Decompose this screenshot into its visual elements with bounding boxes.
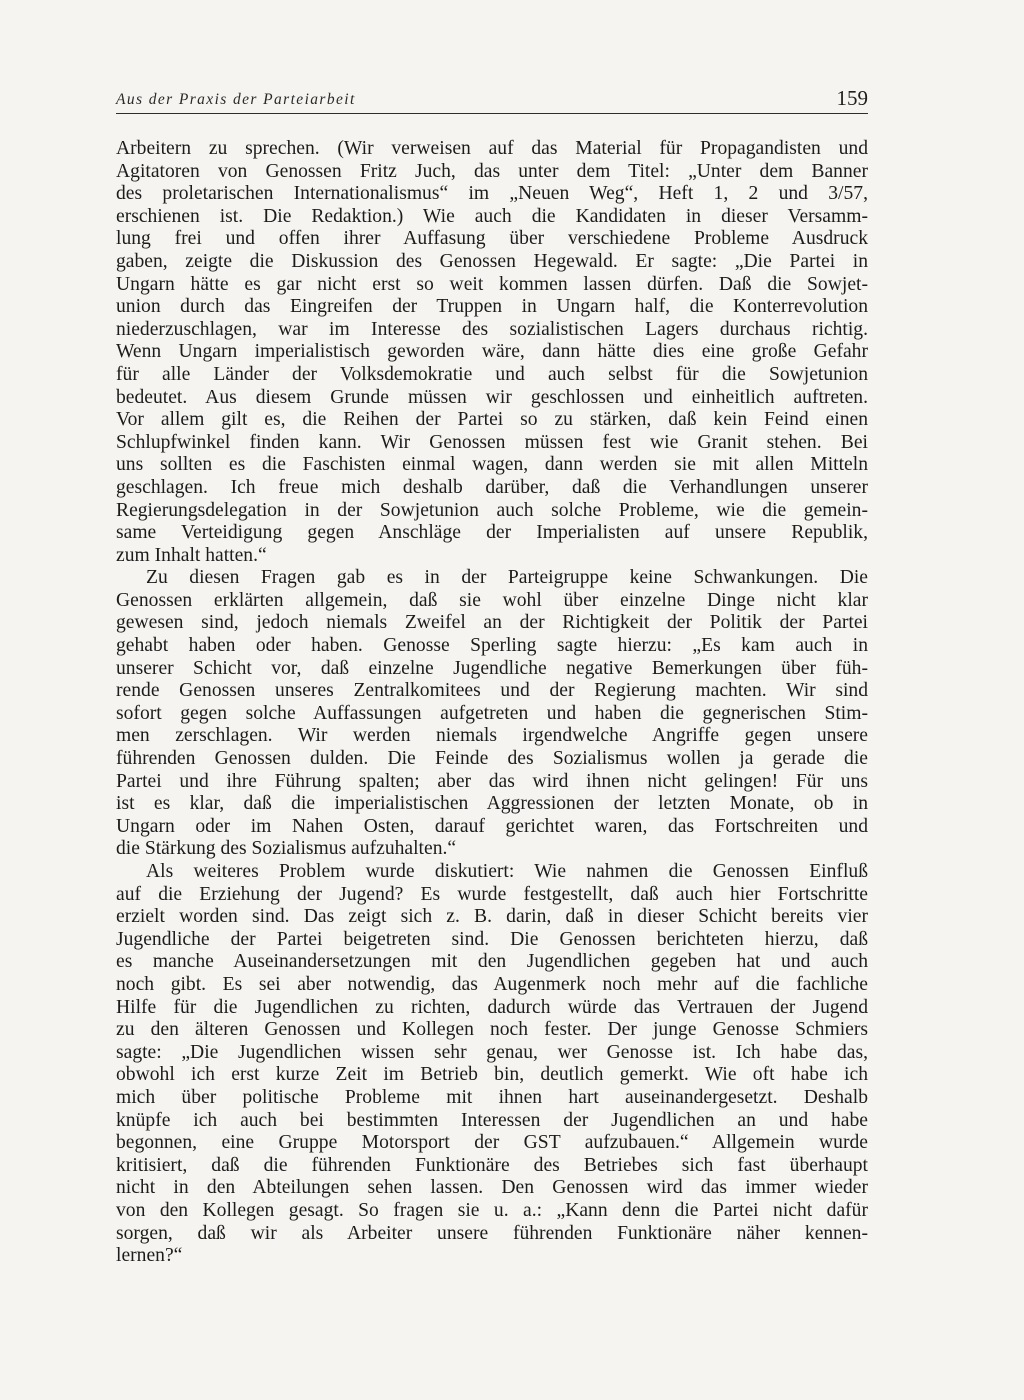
text-line: geschlagen. Ich freue mich deshalb darüber, daß die Verhandlungen unserer [116, 476, 868, 498]
paragraph-1 [116, 138, 868, 567]
text-line: zum Inhalt hatten.“ [116, 544, 267, 566]
text-line: Jugendliche der Partei beigetreten sind. Die Genossen berichteten hierzu, daß [116, 928, 868, 950]
text-line: kritisiert, daß die führenden Funktionäre des Betriebes sich fast überhaupt [116, 1154, 868, 1176]
text-line: mich über politische Probleme mit ihnen hart auseinandergesetzt. Deshalb [116, 1086, 868, 1108]
running-title: Aus der Praxis der Parteiarbeit [116, 91, 356, 108]
text-line: Arbeitern zu sprechen. (Wir verweisen auf das Material für Propagandisten und [116, 138, 868, 159]
text-line: gaben, zeigte die Diskussion des Genossen Hegewald. Er sagte: „Die Partei in [116, 250, 868, 272]
text-line: Genossen erklärten allgemein, daß sie wohl über einzelne Dinge nicht klar [116, 589, 868, 611]
text-line: begonnen, eine Gruppe Motorsport der GST aufzubauen.“ Allgemein wurde [116, 1132, 868, 1154]
text-line: ist es klar, daß die imperialistischen Aggressionen der letzten Monate, ob in [116, 793, 868, 815]
text-line: gewesen sind, jedoch niemals Zweifel an der Richtigkeit der Politik der Partei [116, 612, 868, 634]
text-line: men zerschlagen. Wir werden niemals irgendwelche Angriffe gegen unsere [116, 725, 868, 747]
text-line: bedeutet. Aus diesem Grunde müssen wir geschlossen und einheitlich auftreten. [116, 386, 868, 408]
text-line: erzielt worden sind. Das zeigt sich z. B. darin, daß in dieser Schicht bereits vier [116, 906, 868, 928]
text-line: erschienen ist. Die Redaktion.) Wie auch die Kandidaten in dieser Versamm- [116, 205, 868, 227]
text-line: die Stärkung des Sozialismus aufzuhalten.“ [116, 838, 457, 860]
text-line: sorgen, daß wir als Arbeiter unsere führenden Funktionäre näher kennen- [116, 1222, 868, 1244]
text-line: nicht in den Abteilungen sehen lassen. Den Genossen wird das immer wieder [116, 1177, 868, 1199]
text-line: Ungarn oder im Nahen Osten, darauf gerichtet waren, das Fortschreiten und [116, 815, 868, 837]
page-number: 159 [836, 86, 868, 110]
text-line: sofort gegen solche Auffassungen aufgetreten und haben die gegnerischen Stim- [116, 702, 868, 724]
text-line: des proletarischen Internationalismus“ im „Neuen Weg“, Heft 1, 2 und 3/57, [116, 183, 868, 205]
text-line: Schlupfwinkel finden kann. Wir Genossen müssen fest wie Granit stehen. Bei [116, 431, 868, 453]
text-line: same Verteidigung gegen Anschläge der Imperialisten auf unsere Republik, [116, 522, 868, 544]
text-line: von den Kollegen gesagt. So fragen sie u. a.: „Kann denn die Partei nicht dafür [116, 1199, 868, 1221]
text-line: uns sollten es die Faschisten einmal wagen, dann werden sie mit allen Mitteln [116, 454, 868, 476]
text-line: Partei und ihre Führung spalten; aber das wird ihnen nicht gelingen! Für uns [116, 770, 868, 792]
text-line: gehabt haben oder haben. Genosse Sperling sagte hierzu: „Es kam auch in [116, 635, 868, 657]
text-line: knüpfe ich auch bei bestimmten Interessen der Jugendlichen an und habe [116, 1109, 868, 1131]
text-line: für alle Länder der Volksdemokratie und auch selbst für die Sowjetunion [116, 363, 868, 385]
text-line: lung frei und offen ihrer Auffasung über verschiedene Probleme Ausdruck [116, 228, 868, 250]
paragraph-3 [116, 861, 868, 1268]
text-line: zu den älteren Genossen und Kollegen noch fester. Der junge Genosse Schmiers [116, 1019, 868, 1041]
text-line: obwohl ich erst kurze Zeit im Betrieb bin, deutlich gemerkt. Wie oft habe ich [116, 1064, 868, 1086]
text-line: sagte: „Die Jugendlichen wissen sehr genau, wer Genosse ist. Ich habe das, [116, 1041, 868, 1063]
text-line: Zu diesen Fragen gab es in der Parteigruppe keine Schwankungen. Die [146, 567, 868, 589]
text-line: Vor allem gilt es, die Reihen der Partei so zu stärken, daß kein Feind einen [116, 409, 868, 431]
text-line: noch gibt. Es sei aber notwendig, das Augenmerk noch mehr auf die fachliche [116, 973, 868, 995]
header-rule [116, 113, 868, 114]
text-line: niederzuschlagen, war im Interesse des sozialistischen Lagers durchaus richtig. [116, 318, 868, 340]
text-line: auf die Erziehung der Jugend? Es wurde festgestellt, daß auch hier Fortschritte [116, 883, 868, 905]
body-text [116, 138, 868, 1268]
text-line: Wenn Ungarn imperialistisch geworden wäre, dann hätte dies eine große Gefahr [116, 341, 868, 363]
text-line: führenden Genossen dulden. Die Feinde des Sozialismus wollen ja gerade die [116, 748, 868, 770]
text-line: Hilfe für die Jugendlichen zu richten, dadurch würde das Vertrauen der Jugend [116, 996, 868, 1018]
text-line: Als weiteres Problem wurde diskutiert: Wie nahmen die Genossen Einfluß [146, 861, 868, 882]
text-line: Agitatoren von Genossen Fritz Juch, das unter dem Titel: „Unter dem Banner [116, 160, 868, 182]
text-line: rende Genossen unseres Zentralkomitees und der Regierung machten. Wir sind [116, 680, 868, 702]
text-line: Regierungsdelegation in der Sowjetunion auch solche Probleme, wie die gemein- [116, 499, 868, 521]
text-line: lernen?“ [116, 1245, 183, 1267]
text-line: Ungarn hätte es gar nicht erst so weit kommen lassen dürfen. Daß die Sowjet- [116, 273, 868, 295]
text-line: union durch das Eingreifen der Truppen in Ungarn half, die Konterrevolution [116, 296, 868, 318]
running-header [116, 86, 868, 112]
paragraph-2 [116, 567, 868, 861]
text-line: es manche Auseinandersetzungen mit den Jugendlichen gegeben hat und auch [116, 951, 868, 973]
text-line: unserer Schicht vor, daß einzelne Jugendliche negative Bemerkungen über füh- [116, 657, 868, 679]
